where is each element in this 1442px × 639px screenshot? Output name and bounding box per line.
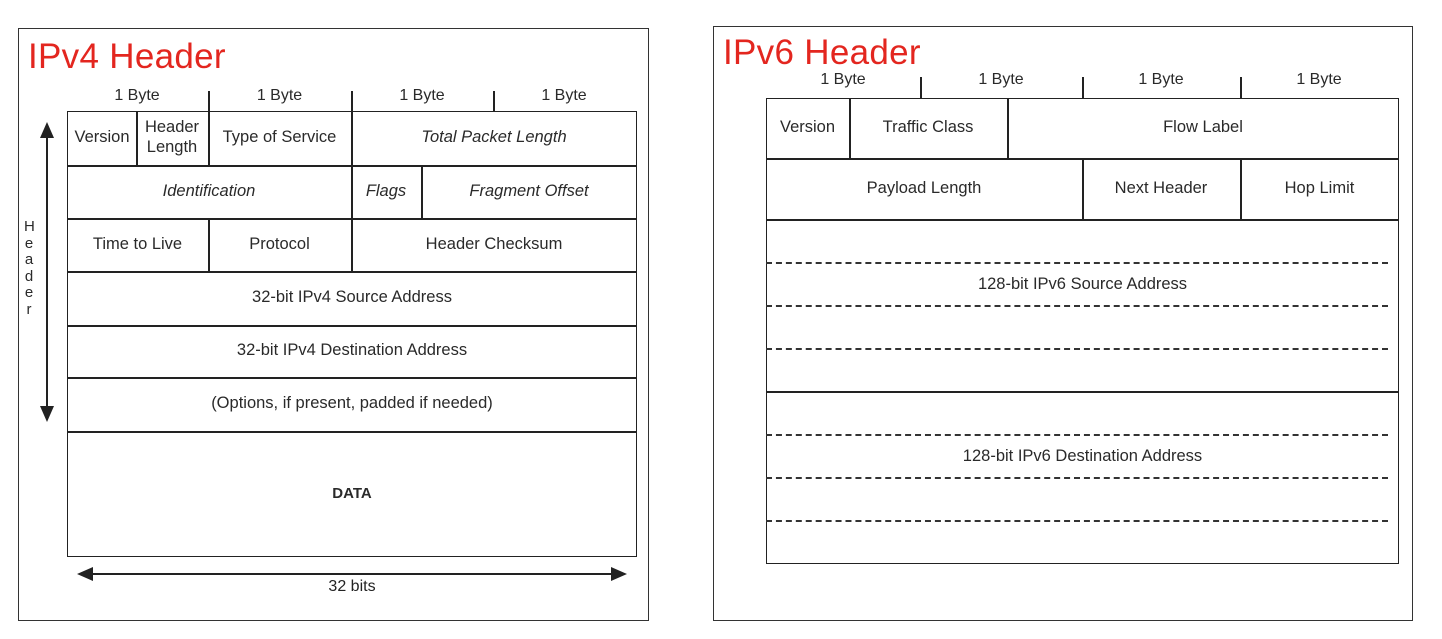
ipv4-field-total-packet-length: Total Packet Length [421, 128, 567, 147]
ipv4-field-fragment-offset: Fragment Offset [469, 181, 589, 200]
ipv4-field-time-to-live: Time to Live [92, 234, 183, 253]
ipv4-field-header-length [136, 111, 208, 165]
ipv4-header-span-arrow [37, 122, 57, 422]
ipv4-field-protocol: Protocol [249, 234, 310, 253]
ipv4-panel [18, 28, 649, 621]
ipv4-field-header-length-line1: Header [144, 118, 200, 137]
ipv6-field-payload-length: Payload Length [866, 178, 982, 197]
ipv6-source-dashed-divider [766, 262, 1388, 264]
ipv6-destination-dashed-divider [766, 477, 1388, 479]
ipv6-byte-label-2: 1 Byte [978, 71, 1024, 88]
ipv4-byte-label-3: 1 Byte [399, 87, 445, 104]
ipv6-byte-label-4: 1 Byte [1296, 71, 1342, 88]
ipv4-byte-tick [493, 91, 495, 111]
ipv6-destination-dashed-divider [766, 434, 1388, 436]
ipv4-field-data: DATA [332, 485, 372, 502]
ipv6-byte-label-1: 1 Byte [820, 71, 866, 88]
ipv6-field-destination-address: 128-bit IPv6 Destination Address [962, 447, 1203, 466]
ipv4-byte-label-2: 1 Byte [256, 87, 303, 104]
ipv4-byte-tick [208, 91, 210, 111]
ipv6-row-divider [766, 391, 1399, 393]
ipv4-field-destination-address: 32-bit IPv4 Destination Address [236, 341, 468, 360]
ipv4-side-label [21, 219, 37, 318]
ipv6-field-flow-label: Flow Label [1163, 118, 1243, 137]
ipv4-field-identification: Identification [162, 181, 256, 200]
ipv4-field-header-length-line2: Length [146, 138, 198, 156]
ipv6-field-hop-limit: Hop Limit [1284, 178, 1355, 197]
ipv4-side-label-text: Header [24, 218, 35, 318]
ipv6-byte-tick [1082, 77, 1084, 99]
ipv4-field-version: Version [74, 128, 130, 147]
ipv6-destination-dashed-divider [766, 520, 1388, 522]
ipv4-field-options: (Options, if present, padded if needed) [211, 394, 493, 413]
ipv4-field-source-address: 32-bit IPv4 Source Address [252, 288, 452, 307]
ipv4-byte-label-1: 1 Byte [114, 87, 160, 104]
ipv6-byte-label-3: 1 Byte [1138, 71, 1184, 88]
ipv4-bits-label: 32 bits [328, 578, 376, 595]
ipv6-source-dashed-divider [766, 305, 1388, 307]
ipv6-field-source-address: 128-bit IPv6 Source Address [977, 275, 1188, 294]
ipv6-source-dashed-divider [766, 348, 1388, 350]
ipv6-byte-tick [920, 77, 922, 99]
ipv4-field-header-checksum: Header Checksum [425, 234, 563, 253]
ipv6-panel [713, 26, 1413, 621]
ipv6-row-divider [766, 219, 1399, 221]
ipv4-field-type-of-service: Type of Service [222, 128, 337, 147]
ipv6-field-version: Version [779, 118, 836, 137]
ipv4-byte-tick [351, 91, 353, 111]
ipv6-field-traffic-class: Traffic Class [882, 118, 974, 137]
ipv6-field-next-header: Next Header [1114, 178, 1208, 197]
ipv6-byte-tick [1240, 77, 1242, 99]
ipv6-title: IPv6 Header [723, 33, 921, 72]
ipv4-title: IPv4 Header [28, 37, 226, 76]
ipv4-field-flags: Flags [365, 181, 407, 200]
ipv4-byte-label-4: 1 Byte [541, 87, 587, 104]
